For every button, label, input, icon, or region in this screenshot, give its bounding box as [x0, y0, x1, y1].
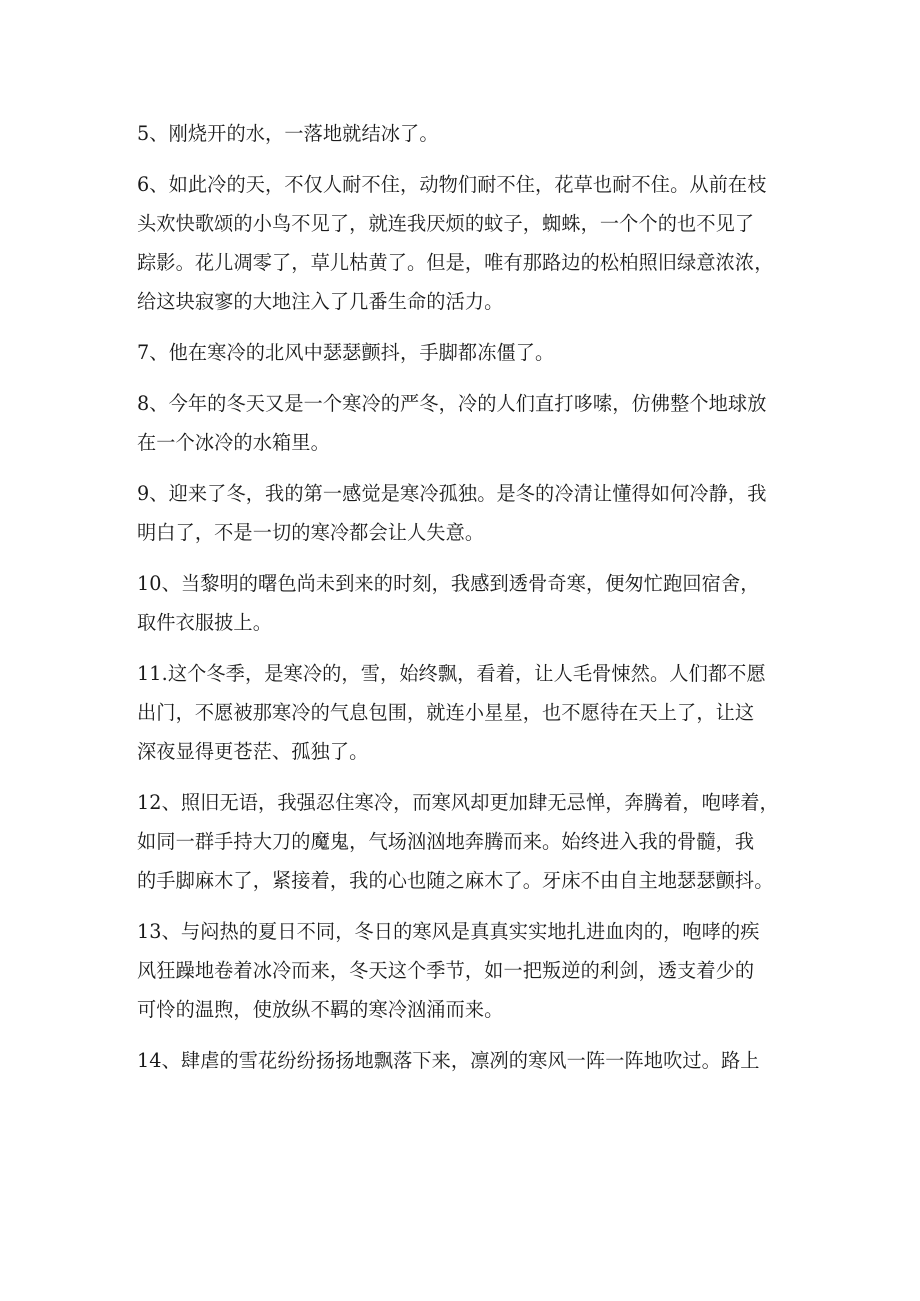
- paragraph-12: [137, 783, 797, 900]
- text-line: 在一个冰冷的水箱里。: [137, 431, 330, 454]
- text-line: 的手脚麻木了，紧接着，我的心也随之麻木了。牙床不由自主地瑟瑟颤抖。: [137, 869, 774, 892]
- text-line: 风狂躁地卷着冰冷而来，冬天这个季节，如一把叛逆的利剑，透支着少的: [137, 959, 755, 982]
- text-line: 8、今年的冬天又是一个寒冷的严冬，冷的人们直打哆嗦，仿佛整个地球放: [137, 392, 767, 415]
- paragraph-7: [137, 333, 797, 372]
- text-line: 明白了，不是一切的寒冷都会让人失意。: [137, 521, 485, 544]
- text-line: 如同一群手持大刀的魔鬼，气场汹汹地奔腾而来。始终进入我的骨髓，我: [137, 830, 755, 853]
- paragraph-10: [137, 564, 797, 642]
- text-line: 深夜显得更苍茫、孤独了。: [137, 740, 369, 763]
- text-line: 11.这个冬季，是寒冷的，雪，始终飘，看着，让人毛骨悚然。人们都不愿: [137, 662, 766, 685]
- paragraph-9: [137, 474, 797, 552]
- document-body: [137, 114, 797, 1092]
- text-line: 14、肆虐的雪花纷纷扬扬地飘落下来，凛冽的寒风一阵一阵地吹过。路上: [137, 1049, 760, 1072]
- text-line: 10、当黎明的曙色尚未到来的时刻，我感到透骨奇寒，便匆忙跑回宿舍，: [137, 572, 760, 595]
- paragraph-6: [137, 165, 797, 321]
- text-line: 出门，不愿被那寒冷的气息包围，就连小星星，也不愿待在天上了，让这: [137, 701, 755, 724]
- paragraph-8: [137, 384, 797, 462]
- text-line: 6、如此冷的天，不仅人耐不住，动物们耐不住，花草也耐不住。从前在枝: [137, 173, 767, 196]
- paragraph-11: [137, 654, 797, 771]
- paragraph-14: [137, 1041, 797, 1080]
- text-line: 13、与闷热的夏日不同，冬日的寒风是真真实实地扎进血肉的，咆哮的疾: [137, 920, 760, 943]
- text-line: 踪影。花儿凋零了，草儿枯黄了。但是，唯有那路边的松柏照旧绿意浓浓，: [137, 251, 774, 274]
- text-line: 取件衣服披上。: [137, 611, 273, 634]
- text-line: 5、刚烧开的水，一落地就结冰了。: [137, 122, 439, 145]
- text-line: 7、他在寒冷的北风中瑟瑟颤抖，手脚都冻僵了。: [137, 341, 555, 364]
- paragraph-13: [137, 912, 797, 1029]
- paragraph-5: [137, 114, 797, 153]
- text-line: 给这块寂寥的大地注入了几番生命的活力。: [137, 290, 504, 313]
- text-line: 可怜的温煦，使放纵不羁的寒冷汹涌而来。: [137, 998, 504, 1021]
- text-line: 头欢快歌颂的小鸟不见了，就连我厌烦的蚊子，蜘蛛，一个个的也不见了: [137, 212, 755, 235]
- text-line: 9、迎来了冬，我的第一感觉是寒冷孤独。是冬的冷清让懂得如何冷静，我: [137, 482, 767, 505]
- text-line: 12、照旧无语，我强忍住寒冷，而寒风却更加肆无忌惮，奔腾着，咆哮着，: [137, 791, 779, 814]
